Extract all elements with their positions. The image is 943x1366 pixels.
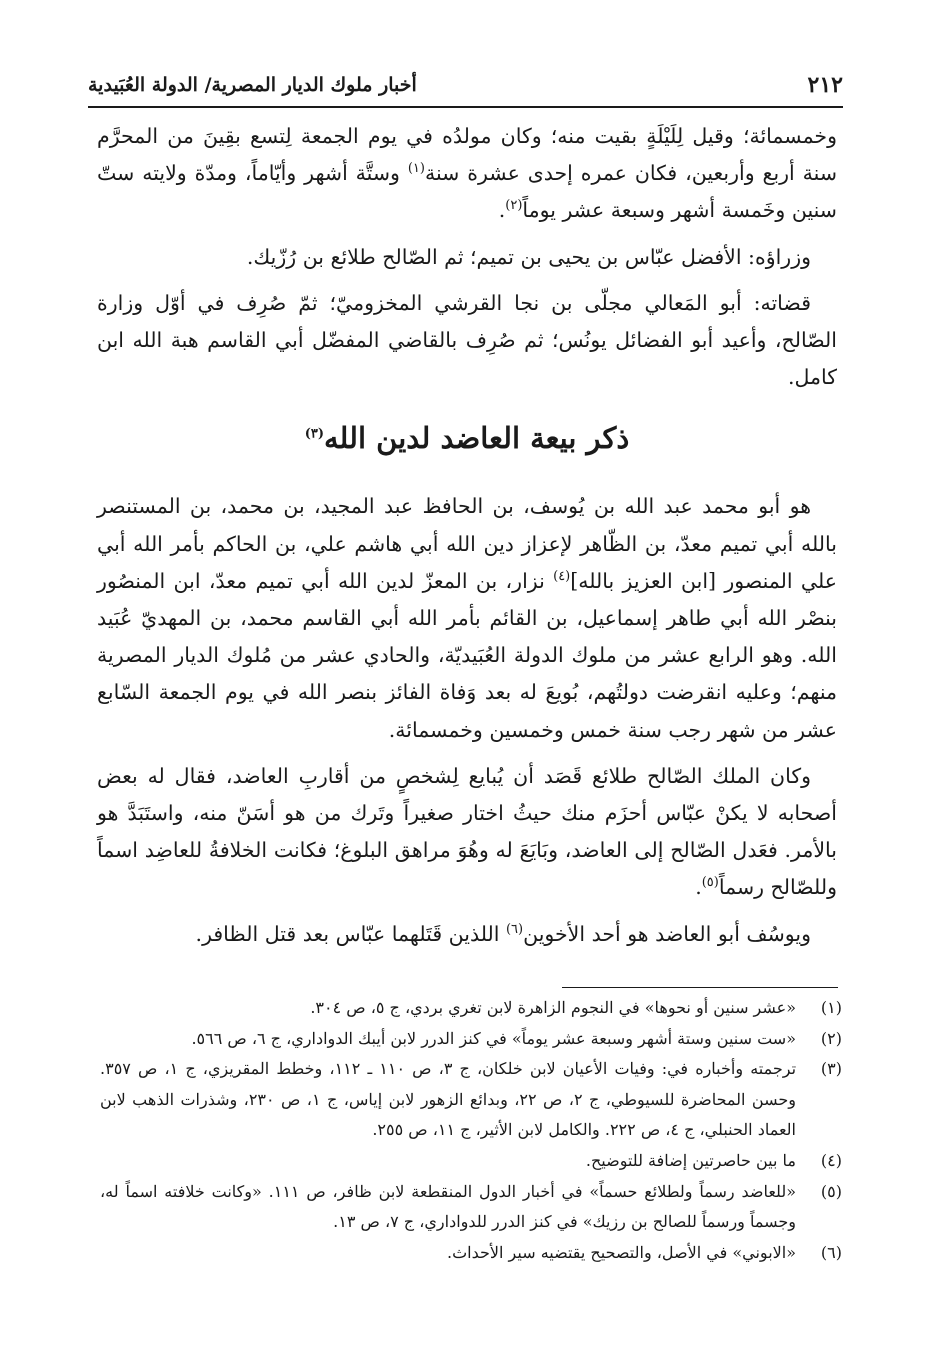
paragraph-lineage: هو أبو محمد عبد الله بن يُوسف، بن الحافظ عبد المجيد، بن محمد، بن المستنصر بالله أبي تميم معدّ، بن الظّاهر لإعزاز دين الله أبي هاشم علي، بن الحاكم بأمر الله أبي علي المنصور [ابن العزيز بالله]$^{(٤)}$ نزار، بن المعزّ لدين الله أبي تميم معدّ، ابن المنصُور بنصْر الله أبي طاهر إسماعيل، بن القائم بأمر الله أبي القاسم محمد، بن المهديّ عُبَيد الله. وهو الرابع عشر من ملوك الدولة العُبَيديّة، والحادي عشر من مُلوك الديار المصرية منهم؛ وعليه انقرضت دولتُهم، بُويعَ له بعد وَفاة الفائز بنصر الله في يوم الجمعة السّابع عشر من شهر رجب سنة خمس وخمسين وخمسمائة. bbox=[97, 494, 837, 742]
footnote-text: «ست سنين وستة أشهر وسبعة عشر يوماً» في كنز الدرر لابن أيبك الدواداري، ج ٦، ص ٥٦٦. bbox=[191, 1028, 796, 1048]
paragraph-viziers: وزراؤه: الأفضل عبّاس بن يحيى بن تميم؛ ثم الصّالح طلائع بن رُزّيك. bbox=[246, 244, 811, 269]
footnote-rule bbox=[562, 987, 838, 988]
footnote-number: (٢) bbox=[820, 1028, 842, 1048]
footnote-item bbox=[100, 1238, 842, 1269]
paragraph-accession: وكان الملك الصّالح طلائع قَصَد أن يُبايع لِشخصٍ من أقاربِ العاضد، فقال له بعض أصحابه لا يكنْ عبّاس أحزَم منك حيثُ اختار صغيراً وتَرك من هو أسَنّ منه، واستَبَدَّ هو بالأمر. فعَدل الصّالح إلى العاضد، وبَايَعَ له وهُوَ مراهق البلوغ؛ فكانت الخلافةُ للعاضِد اسماً وللصّالح رسماً$^{(٥)}$. bbox=[97, 763, 837, 900]
section-title: ذكر بيعة العاضد لدين الله$^{(٣)}$ bbox=[304, 421, 630, 456]
footnote-text: «عشر سنين أو نحوها» في النجوم الزاهرة لابن تغري بردي، ج ٥، ص ٣٠٤. bbox=[310, 998, 796, 1017]
header-rule bbox=[88, 106, 843, 108]
footnote-item bbox=[100, 993, 842, 1024]
footnote-ref-3[interactable]: (٣) bbox=[304, 426, 324, 442]
paragraph-1: وخمسمائة؛ وقيل لِلَيْلَةٍ بقيت منه؛ وكان مولدُه في يوم الجمعة لِتسع بقِينَ من المحرَّم سنة أربع وأربعين، فكان عمره إحدى عشرة سنة$^{(١)}$ وستَّة أشهر وأيّاماً، ومدّة ولايته ستّ سنين وخَمسة أشهر وسبعة عشر يوماً$^{(٢)}$. bbox=[97, 124, 837, 223]
running-header bbox=[88, 66, 843, 104]
footnote-number: (٥) bbox=[820, 1181, 842, 1201]
footnote-ref-2[interactable]: (٢) bbox=[505, 198, 523, 214]
footnotes bbox=[100, 993, 842, 1268]
footnote-number: (٣) bbox=[820, 1059, 842, 1079]
footnote-ref-5[interactable]: (٥) bbox=[701, 875, 719, 891]
footnote-number: (٦) bbox=[820, 1242, 842, 1262]
footnote-item bbox=[100, 1024, 842, 1055]
footnote-number: (٤) bbox=[820, 1150, 842, 1170]
paragraph-yusuf: ويوسُف أبو العاضد هو أحد الأخوين$^{(٦)}$ اللذين قَتَلهما عبّاس بعد قتل الظافر. bbox=[195, 921, 811, 946]
footnote-text: «الابوني» في الأصل، والتصحيح يقتضيه سير الأحداث. bbox=[447, 1242, 796, 1262]
footnote-item bbox=[100, 1177, 842, 1238]
footnote-text: ترجمته وأخباره في: وفيات الأعيان لابن خلكان، ج ٣، ص ١١٠ ـ ١١٢، وخطط المقريزي، ج ١، ص ٣٥٧. وحسن المحاضرة للسيوطي، ج ٢، ص ٢٢، وبدائع الزهور لابن إياس، ج ١، ص ٢٣٠، وشذرات الذهب لابن العماد الحنبلي، ج ٤، ص ٢٢٢. والكامل لابن الأثير، ج ١١، ص ٢٥٥. bbox=[100, 1059, 797, 1140]
footnote-ref-6[interactable]: (٦) bbox=[505, 921, 524, 937]
footnote-ref-4[interactable]: (٤) bbox=[553, 569, 571, 584]
footnote-ref-1[interactable]: (١) bbox=[407, 161, 425, 177]
footnote-text: ما بين حاصرتين إضافة للتوضيح. bbox=[585, 1150, 796, 1170]
main-text bbox=[97, 118, 837, 953]
footnote-number: (١) bbox=[820, 998, 842, 1017]
page-number: ٢١٢ bbox=[807, 72, 843, 98]
running-title: أخبار ملوك الديار المصرية/ الدولة العُبَيدية bbox=[88, 74, 417, 96]
footnote-item bbox=[100, 1146, 842, 1177]
footnote-item bbox=[100, 1054, 842, 1146]
footnote-text: «للعاضد رسماً ولطلائع حسماً» في أخبار الدول المنقطعة لابن ظافر، ص ١١١. «وكانت خلافته اسماً له، وجسماً ورسماً للصالح بن رزيك» في كنز الدرر للدواداري، ج ٧، ص ١٣. bbox=[100, 1181, 797, 1232]
paragraph-judges: قضاته: أبو المَعالي مجلّى بن نجا القرشي المخزوميّ؛ ثمّ صُرِف في أوّل وزارة الصّالح، وأعيد أبو الفضائل يونُس؛ ثم صُرِف بالقاضي المفضّل أبي القاسم هبة الله ابن كامل. bbox=[97, 290, 837, 390]
